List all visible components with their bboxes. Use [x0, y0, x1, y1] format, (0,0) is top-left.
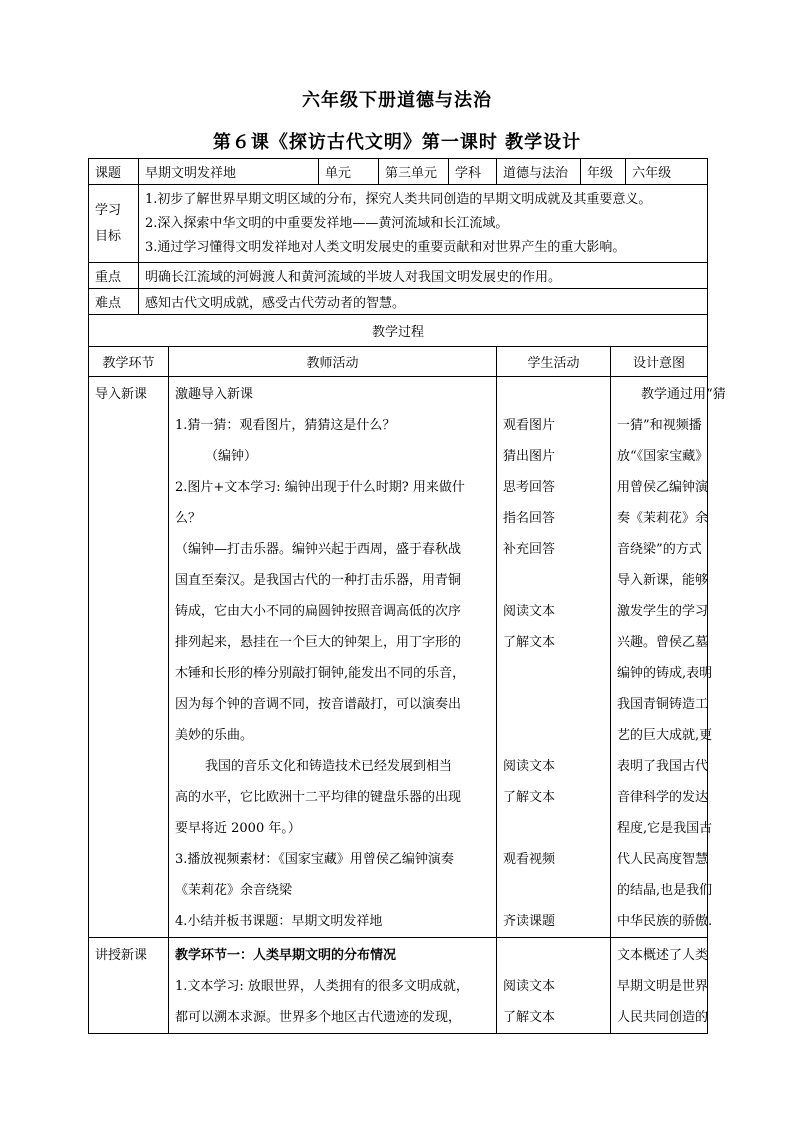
- intent-line: 放“《国家宝藏》: [617, 449, 709, 464]
- student-line: 指名回答: [503, 511, 556, 526]
- column-header-row: [89, 347, 708, 377]
- student-line: [503, 689, 604, 720]
- student-line: 了解文本: [503, 635, 556, 650]
- subject-value: 道德与法治: [497, 159, 581, 185]
- intent-line: 用曾侯乙编钟演: [617, 480, 709, 495]
- intent-line: 编钟的铸成,表明: [617, 666, 713, 681]
- student-line: 思考回答: [503, 480, 556, 495]
- grade-value: 六年级: [626, 159, 708, 185]
- student-line: 补充回答: [503, 542, 556, 557]
- stage-label: 导入新课: [95, 387, 148, 402]
- topic-value: 早期文明发祥地: [139, 159, 319, 185]
- unit-value: 第三单元: [379, 159, 449, 185]
- intent-line: 代人民高度智慧: [617, 852, 709, 867]
- teacher-line: 美妙的乐曲。: [175, 728, 254, 743]
- key-point-text: 明确长江流域的河姆渡人和黄河流域的半坡人对我国文明发展史的作用。: [139, 263, 708, 289]
- student-line: [503, 658, 604, 689]
- key-point-label: 重点: [89, 263, 139, 289]
- student-line: 阅读文本: [503, 604, 556, 619]
- intent-line: 导入新课，能够: [617, 573, 709, 588]
- goals-row: [89, 185, 708, 263]
- column-header-student: 学生活动: [497, 347, 611, 377]
- teacher-line: 都可以溯本求源。世界多个地区古代遗迹的发现，: [175, 1010, 462, 1025]
- intent-line: 奏《茉莉花》余: [617, 511, 709, 526]
- student-line: 了解文本: [503, 790, 556, 805]
- goal-item: 1.初步了解世界早期文明区域的分布，探究人类共同创造的早期文明成就及其重要意义。: [145, 191, 652, 207]
- student-line: [503, 565, 604, 596]
- teacher-line: 排列起来，悬挂在一个巨大的钟架上，用丁字形的: [175, 635, 462, 650]
- student-line: 齐读课题: [503, 914, 556, 929]
- intent-line: 一猜”和视频播: [617, 418, 702, 433]
- topic-label: 课题: [89, 159, 139, 185]
- teacher-line: 教学环节一：人类早期文明的分布情况: [175, 948, 397, 963]
- difficulty-text: 感知古代文明成就，感受古代劳动者的智慧。: [139, 289, 708, 315]
- teacher-line: 4.小结并板书课题：早期文明发祥地: [175, 914, 383, 929]
- process-header-row: [89, 315, 708, 347]
- section-intro-teacher: [169, 377, 497, 938]
- section-new-stage: [89, 938, 169, 1034]
- student-line: 阅读文本: [503, 759, 556, 774]
- subject-label: 学科: [449, 159, 497, 185]
- teacher-line: 要早将近 2000 年。）: [175, 821, 301, 836]
- stage-label: 讲授新课: [95, 948, 148, 963]
- teacher-line: 木锤和长形的棒分别敲打铜钟,能发出不同的乐音，: [175, 666, 466, 681]
- section-intro-stage: [89, 377, 169, 938]
- key-point-row: [89, 263, 708, 289]
- intent-line: 的结晶,也是我们: [617, 883, 713, 898]
- grade-label: 年级: [581, 159, 626, 185]
- student-line: 阅读文本: [503, 979, 556, 994]
- difficulty-label: 难点: [89, 289, 139, 315]
- lesson-plan-table: [88, 158, 726, 1034]
- column-header-stage: 教学环节: [89, 347, 169, 377]
- section-intro-row: [89, 377, 708, 938]
- teacher-line: （编钟—打击乐器。编钟兴起于西周，盛于春秋战: [175, 542, 462, 557]
- info-row: [89, 159, 708, 185]
- intent-line: 我国青铜铸造工: [617, 697, 709, 712]
- teacher-line: 因为每个钟的音调不同，按音谱敲打，可以演奏出: [175, 697, 462, 712]
- intent-line: 音律科学的发达: [617, 790, 709, 805]
- intent-line: 艺的巨大成就,更: [617, 728, 713, 743]
- document-title: 六年级下册道德与法治: [302, 90, 492, 111]
- student-line: [503, 875, 604, 906]
- teacher-line: 我国的音乐文化和铸造技术已经发展到相当: [205, 759, 453, 774]
- column-header-intent: 设计意图: [611, 347, 708, 377]
- intent-line: 早期文明是世界: [617, 979, 709, 994]
- intent-line: 人民共同创造的: [617, 1010, 709, 1025]
- intent-line: 兴趣。曾侯乙墓: [617, 635, 709, 650]
- section-new-row: [89, 938, 708, 1034]
- student-line: 猜出图片: [503, 449, 556, 464]
- teacher-line: 么？: [175, 511, 202, 526]
- teacher-line: 国直至秦汉。是我国古代的一种打击乐器，用青铜: [175, 573, 462, 588]
- intent-line: 程度,它是我国古: [617, 821, 713, 836]
- intent-line: 激发学生的学习: [617, 604, 709, 619]
- teacher-line: 2.图片+文本学习: 编钟出现于什么时期? 用来做什: [175, 480, 465, 495]
- goal-item: 2.深入探索中华文明的中重要发祥地——黄河流域和长江流域。: [145, 215, 509, 231]
- intent-line: 中华民族的骄傲.: [617, 914, 713, 929]
- section-new-student: [497, 938, 611, 1034]
- intent-line: 文本概述了人类: [617, 948, 709, 963]
- column-header-teacher: 教师活动: [169, 347, 497, 377]
- intent-line: 音绕梁”的方式: [617, 542, 702, 557]
- lesson-title: 第６课《探访古代文明》第一课时 教学设计: [212, 132, 582, 153]
- intent-line: 表明了我国古代: [617, 759, 709, 774]
- goal-item: 3.通过学习懂得文明发祥地对人类文明发展史的重要贡献和对世界产生的重大影响。: [145, 239, 626, 255]
- section-intro-student: [497, 377, 611, 938]
- teacher-line: 3.播放视频素材：《国家宝藏》用曾侯乙编钟演奏: [175, 852, 454, 867]
- goals-label: [89, 185, 139, 263]
- teacher-line: 《茉莉花》余音绕梁: [175, 883, 293, 898]
- process-header: 教学过程: [89, 315, 708, 347]
- student-line: 观看图片: [503, 418, 556, 433]
- teacher-line: 1.猜一猜：观看图片，猜猜这是什么？: [175, 418, 396, 433]
- teacher-line: 激趣导入新课: [175, 387, 254, 402]
- intent-line: 教学通过用“猜: [641, 387, 726, 402]
- unit-label: 单元: [319, 159, 379, 185]
- student-line: 了解文本: [503, 1010, 556, 1025]
- section-intro-intent: [611, 377, 726, 938]
- goals-label-line1: 学习: [95, 202, 122, 218]
- student-line: [503, 720, 604, 751]
- teacher-line: 铸成，它由大小不同的扁圆钟按照音调高低的次序: [175, 604, 462, 619]
- goals-content: [139, 185, 708, 263]
- student-line: [503, 379, 604, 410]
- section-new-teacher: [169, 938, 497, 1034]
- student-line: 观看视频: [503, 852, 556, 867]
- difficulty-row: [89, 289, 708, 315]
- teacher-line: 1.文本学习: 放眼世界，人类拥有的很多文明成就，: [175, 979, 469, 994]
- student-line: [503, 940, 604, 971]
- goals-label-line2: 目标: [95, 228, 122, 244]
- student-line: [503, 813, 604, 844]
- teacher-line: 高的水平，它比欧洲十二平均律的键盘乐器的出现: [175, 790, 462, 805]
- teacher-line: （编钟）: [205, 449, 258, 464]
- section-new-intent: [611, 938, 708, 1034]
